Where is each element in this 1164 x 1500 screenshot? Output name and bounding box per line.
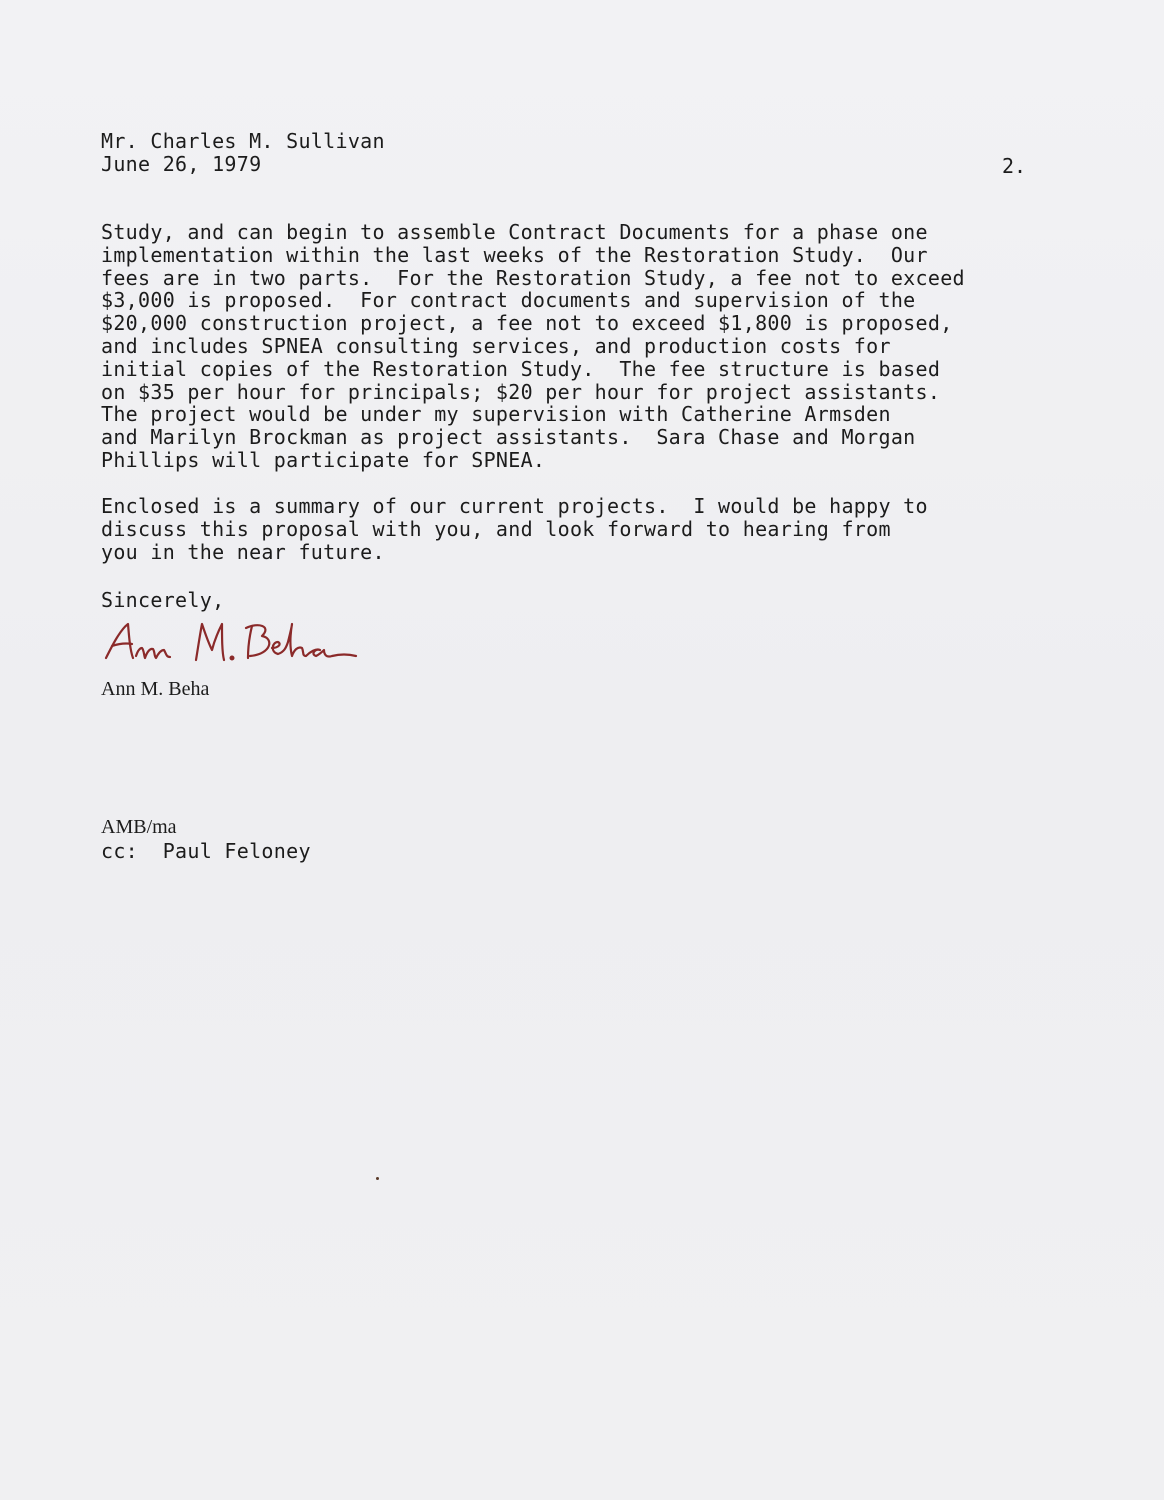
closing-salutation: Sincerely, <box>101 588 225 612</box>
body-paragraph-2 <box>101 495 928 563</box>
body-line: Study, and can begin to assemble Contract Documents for a phase one <box>101 220 928 244</box>
body-line: $20,000 construction project, a fee not to exceed $1,800 is proposed, <box>101 311 953 336</box>
handwritten-signature <box>100 612 370 672</box>
body-line: implementation within the last weeks of the Restoration Study. Our <box>101 242 928 267</box>
body-paragraph-1 <box>101 221 965 472</box>
reference-initials: AMB/ma <box>101 816 177 838</box>
typed-signer-name: Ann M. Beha <box>101 678 210 700</box>
body-line: initial copies of the Restoration Study. The fee structure is based <box>101 356 941 381</box>
body-line: and includes SPNEA consulting services, and production costs for <box>101 333 891 358</box>
body-line: Phillips will participate for SPNEA. <box>101 447 546 472</box>
cc-line: cc: Paul Feloney <box>101 839 311 863</box>
body-line: you in the near future. <box>101 539 385 564</box>
body-line: The project would be under my supervision with Catherine Armsden <box>101 402 891 427</box>
body-line: fees are in two parts. For the Restoration Study, a fee not to exceed <box>101 265 965 290</box>
letter-date: June 26, 1979 <box>101 152 262 176</box>
body-line: discuss this proposal with you, and look forward to hearing from <box>101 516 891 541</box>
body-line: $3,000 is proposed. For contract documents and supervision of the <box>101 288 916 313</box>
recipient-name: Mr. Charles M. Sullivan <box>101 129 385 153</box>
body-line: Enclosed is a summary of our current projects. I would be happy to <box>101 494 928 518</box>
paper-speck <box>376 1177 379 1180</box>
page-number: 2. <box>1002 154 1027 178</box>
body-line: and Marilyn Brockman as project assistants. Sara Chase and Morgan <box>101 425 916 450</box>
body-line: on $35 per hour for principals; $20 per hour for project assistants. <box>101 379 941 404</box>
